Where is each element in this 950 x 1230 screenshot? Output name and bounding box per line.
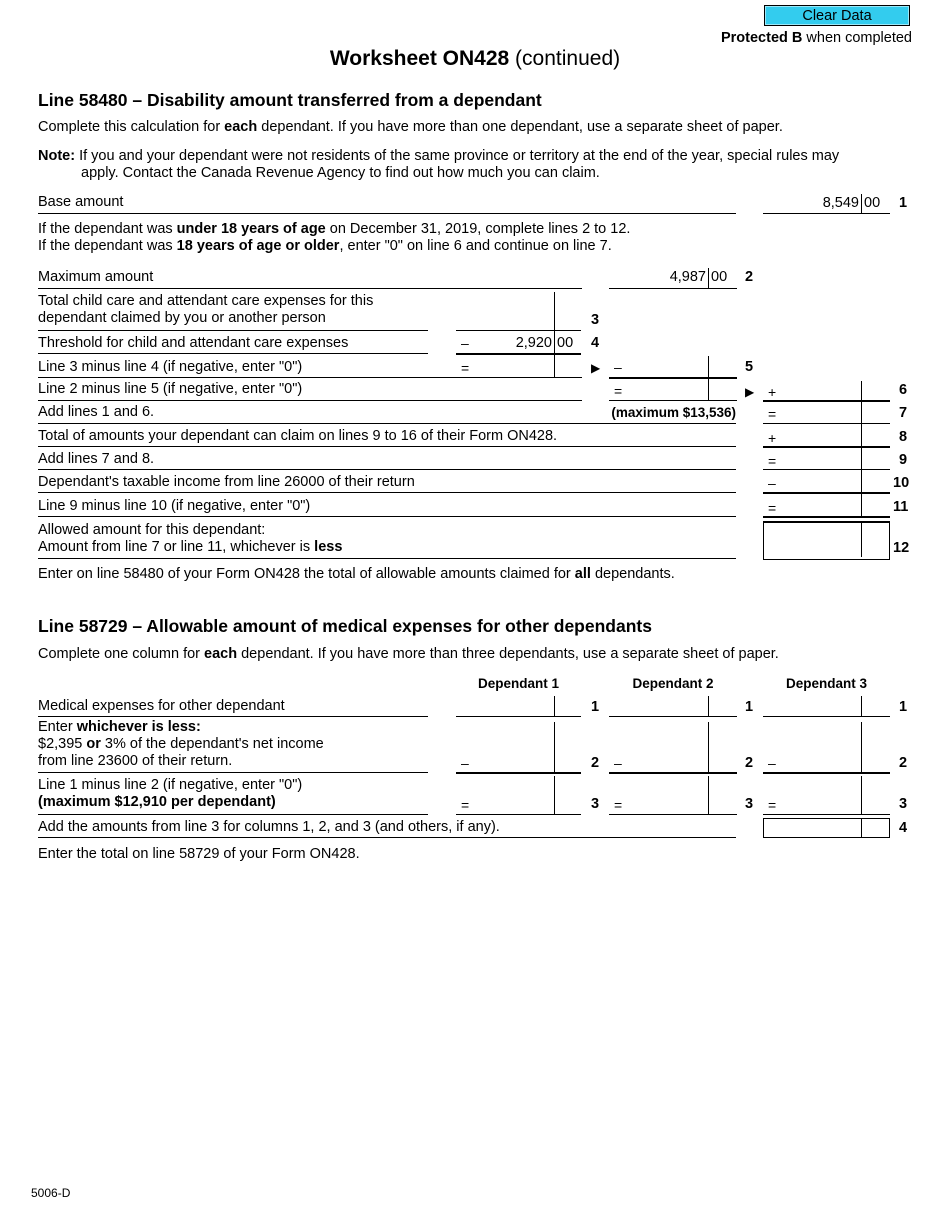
line9-operator: = (768, 453, 777, 469)
line9-number: 9 (899, 452, 908, 468)
line9-label: Add lines 7 and 8. (38, 451, 155, 467)
medical-row4-number: 4 (899, 820, 908, 836)
line2-number: 2 (745, 269, 754, 285)
line8-operator: + (768, 430, 777, 446)
line10-operator: – (768, 475, 776, 491)
line7-operator: = (768, 406, 777, 422)
page-title: Worksheet ON428 (continued) (329, 47, 621, 70)
line4-number: 4 (591, 335, 600, 351)
medical-row3-label-2: (maximum $12,910 per dependant) (38, 794, 276, 810)
line2-dollars: 4,987 (669, 269, 706, 285)
line6-number: 6 (899, 382, 908, 398)
line10-label: Dependant's taxable income from line 26000 of their return (38, 474, 415, 490)
line2-cents: 00 (711, 269, 728, 285)
line1-cents: 00 (864, 195, 881, 211)
medical-row3-label-1: Line 1 minus line 2 (if negative, enter "0") (38, 777, 303, 793)
section2-footer: Enter the total on line 58729 of your Form ON428. (38, 846, 360, 862)
protected-b-notice: Protected B when completed (720, 30, 912, 46)
form-code: 5006-D (31, 1186, 71, 1200)
medical-row2-number-col2: 2 (745, 755, 754, 771)
medical-row3-number-col2: 3 (745, 796, 754, 812)
line4-dollars: 2,920 (515, 335, 552, 351)
age-instruction-18-plus: If the dependant was 18 years of age or older, enter "0" on line 6 and continue on line 7. (38, 238, 612, 254)
line11-number: 11 (893, 499, 909, 515)
line1-label: Base amount (38, 194, 124, 210)
line3-number: 3 (591, 312, 600, 328)
section1-heading: Line 58480 – Disability amount transferred from a dependant (38, 90, 542, 110)
column-header-dependant-1: Dependant 1 (477, 676, 559, 691)
medical-row2-number-col3: 2 (899, 755, 908, 771)
line5-operator: = (461, 360, 470, 376)
note: Note: If you and your dependant were not residents of the same province or territory at the end of the year, special rules may (38, 148, 840, 164)
line11-operator: = (768, 500, 777, 516)
medical-row3-operator-col1: = (461, 797, 470, 813)
medical-row1-number-col1: 1 (591, 699, 600, 715)
line4-label: Threshold for child and attendant care expenses (38, 335, 349, 351)
medical-row1-number-col2: 1 (745, 699, 754, 715)
medical-row2-operator-col1: – (461, 755, 469, 771)
medical-row3-number-col3: 3 (899, 796, 908, 812)
line5-number: 5 (745, 359, 754, 375)
line1-number: 1 (899, 195, 908, 211)
line6-arrow-icon: ▶ (745, 385, 755, 399)
medical-row3-operator-col3: = (768, 797, 777, 813)
clear-data-button[interactable]: Clear Data (764, 5, 910, 26)
medical-row2-label-1: Enter whichever is less: (38, 719, 201, 735)
line12-label-2: Amount from line 7 or line 11, whichever is less (38, 539, 343, 555)
line10-number: 10 (893, 475, 910, 491)
line6-operator-2: + (768, 384, 777, 400)
line4-operator: – (461, 335, 469, 351)
medical-row1-label: Medical expenses for other dependant (38, 698, 285, 714)
section1-intro: Complete this calculation for each dependant. If you have more than one dependant, use a separate sheet of paper. (38, 119, 783, 135)
medical-total-box[interactable] (763, 818, 890, 838)
section2-heading: Line 58729 – Allowable amount of medical expenses for other dependants (38, 616, 652, 636)
line12-number: 12 (893, 540, 910, 556)
medical-row2-label-3: from line 23600 of their return. (38, 753, 233, 769)
line2-label: Maximum amount (38, 269, 154, 285)
line3-label-2: dependant claimed by you or another person (38, 310, 326, 326)
section1-footer: Enter on line 58480 of your Form ON428 the total of allowable amounts claimed for all dependants. (38, 566, 675, 582)
medical-row2-operator-col2: – (614, 755, 622, 771)
line3-label-1: Total child care and attendant care expenses for this (38, 293, 374, 309)
medical-row2-operator-col3: – (768, 755, 776, 771)
line5-label: Line 3 minus line 4 (if negative, enter "0") (38, 359, 303, 375)
line6-label: Line 2 minus line 5 (if negative, enter "0") (38, 381, 303, 397)
line5-arrow-icon: ▶ (591, 361, 601, 375)
line1-dollars: 8,549 (822, 195, 859, 211)
line5-operator-2: – (614, 359, 622, 375)
medical-row3-number-col1: 3 (591, 796, 600, 812)
line8-number: 8 (899, 429, 908, 445)
medical-row1-number-col3: 1 (899, 699, 908, 715)
column-header-dependant-3: Dependant 3 (785, 676, 867, 691)
medical-row2-number-col1: 2 (591, 755, 600, 771)
age-instruction-under-18: If the dependant was under 18 years of age on December 31, 2019, complete lines 2 to 12. (38, 221, 631, 237)
medical-row2-label-2: $2,395 or 3% of the dependant's net income (38, 736, 324, 752)
line11-label: Line 9 minus line 10 (if negative, enter "0") (38, 498, 311, 514)
line8-label: Total of amounts your dependant can claim on lines 9 to 16 of their Form ON428. (38, 428, 558, 444)
line4-cents: 00 (557, 335, 574, 351)
note-continued: apply. Contact the Canada Revenue Agency to find out how much you can claim. (81, 165, 600, 181)
column-header-dependant-2: Dependant 2 (632, 676, 714, 691)
line12-amount-box[interactable] (763, 521, 890, 560)
line7-number: 7 (899, 405, 908, 421)
line7-maximum: (maximum $13,536) (611, 405, 736, 420)
medical-row4-label: Add the amounts from line 3 for columns 1, 2, and 3 (and others, if any). (38, 819, 500, 835)
medical-row3-operator-col2: = (614, 797, 623, 813)
line12-label-1: Allowed amount for this dependant: (38, 522, 266, 538)
section2-intro: Complete one column for each dependant. If you have more than three dependants, use a separate sheet of paper. (38, 646, 779, 662)
line6-operator: = (614, 383, 623, 399)
line7-label: Add lines 1 and 6. (38, 404, 155, 420)
